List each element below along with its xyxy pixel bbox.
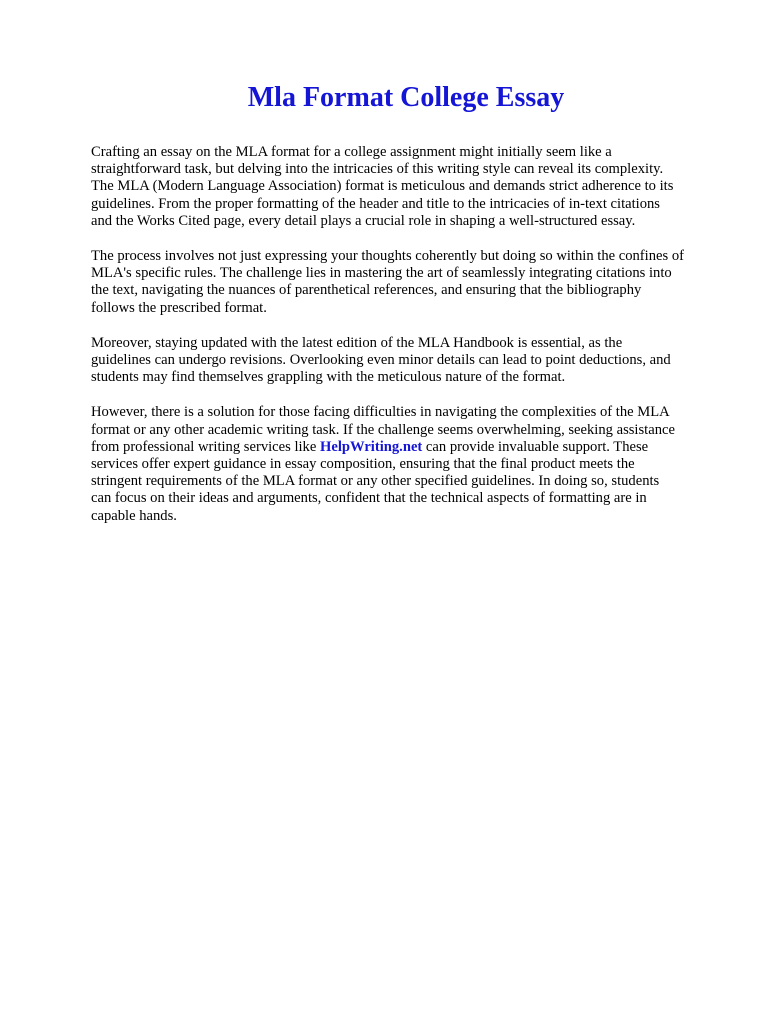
paragraph-line: and the Works Cited page, every detail plays a crucial role in shaping a well-structured essay. (91, 212, 636, 229)
paragraph-line: The process involves not just expressing your thoughts coherently but doing so within the confines of (91, 248, 684, 265)
paragraph-line: students may find themselves grappling with the meticulous nature of the format. (91, 369, 566, 386)
paragraph-line-with-link (91, 439, 736, 456)
paragraph-line: Moreover, staying updated with the latest edition of the MLA Handbook is essential, as the (91, 334, 623, 351)
paragraph-line: MLA's specific rules. The challenge lies in mastering the art of seamlessly integrating citations into (91, 265, 672, 282)
text-segment: from professional writing services like (91, 438, 320, 455)
paragraph-4 (91, 404, 736, 524)
paragraph-3 (91, 335, 736, 387)
paragraph-line: guidelines can undergo revisions. Overlooking even minor details can lead to point deductions, and (91, 352, 671, 369)
paragraph-line: can focus on their ideas and arguments, confident that the technical aspects of formatting are in (91, 490, 647, 507)
paragraph-line: capable hands. (91, 507, 177, 524)
helpwriting-link[interactable]: HelpWriting.net (319, 438, 423, 455)
paragraph-line: straightforward task, but delving into the intricacies of this writing style can reveal its complexity. (91, 161, 664, 178)
paragraph-line: Crafting an essay on the MLA format for a college assignment might initially seem like a (91, 144, 612, 160)
paragraph-line: The MLA (Modern Language Association) format is meticulous and demands strict adherence to its (91, 178, 674, 195)
paragraph-line: stringent requirements of the MLA format or any other specified guidelines. In doing so, students (91, 473, 660, 490)
paragraph-2 (91, 248, 736, 317)
document-body (91, 144, 736, 543)
paragraph-line: the text, navigating the nuances of parenthetical references, and ensuring that the bibliography (91, 282, 642, 299)
document-title: Mla Format College Essay (247, 82, 565, 113)
text-segment: can provide invaluable support. These (422, 438, 649, 455)
paragraph-line: services offer expert guidance in essay composition, ensuring that the final product meets the (91, 456, 635, 473)
paragraph-1 (91, 144, 736, 230)
paragraph-line: follows the prescribed format. (91, 299, 267, 316)
paragraph-line: guidelines. From the proper formatting of the header and title to the intricacies of in-text citations (91, 195, 660, 212)
paragraph-line: format or any other academic writing task. If the challenge seems overwhelming, seeking assistance (91, 421, 675, 438)
paragraph-line: However, there is a solution for those facing difficulties in navigating the complexities of the MLA (91, 404, 670, 421)
